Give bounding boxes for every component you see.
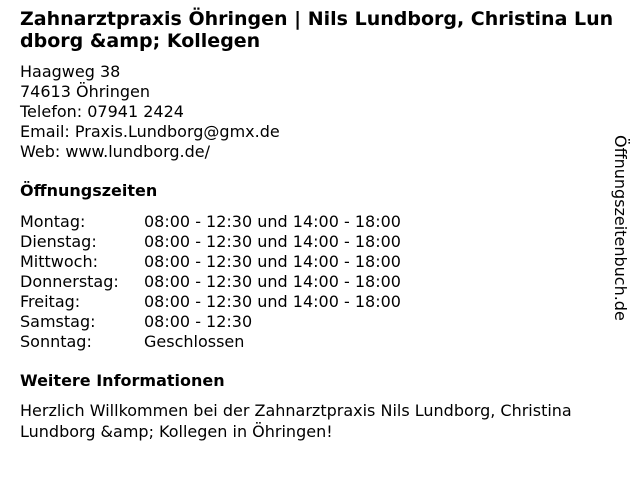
hours-day: Freitag: <box>20 292 81 311</box>
hours-day: Sonntag: <box>20 332 92 351</box>
hours-day: Mittwoch: <box>20 252 98 271</box>
hours-time: 08:00 - 12:30 und 14:00 - 18:00 <box>144 212 401 231</box>
further-info-heading: Weitere Informationen <box>20 371 225 390</box>
hours-day: Samstag: <box>20 312 96 331</box>
opening-hours-table <box>20 212 401 352</box>
hours-time: 08:00 - 12:30 <box>144 312 253 331</box>
page-content <box>20 8 622 442</box>
opening-hours-heading: Öffnungszeiten <box>20 181 158 200</box>
hours-row <box>20 232 401 252</box>
hours-time: 08:00 - 12:30 und 14:00 - 18:00 <box>144 232 401 251</box>
further-info-text: Herzlich Willkommen bei der Zahnarztpraxis Nils Lundborg, Christina Lundborg &amp; Kollegen in Öhringen! <box>20 401 572 441</box>
address-street: Haagweg 38 <box>20 62 121 81</box>
hours-row <box>20 212 401 232</box>
hours-time: 08:00 - 12:30 und 14:00 - 18:00 <box>144 272 401 291</box>
hours-row <box>20 252 401 272</box>
email-line: Email: Praxis.Lundborg@gmx.de <box>20 122 280 141</box>
web-line: Web: www.lundborg.de/ <box>20 142 210 161</box>
phone-line: Telefon: 07941 2424 <box>20 102 184 121</box>
hours-row <box>20 312 401 332</box>
page-title: Zahnarztpraxis Öhringen | Nils Lundborg, Christina Lundborg &amp; Kollegen <box>20 8 614 52</box>
brand-watermark: Öffnungszeitenbuch.de <box>611 135 630 321</box>
address-city: 74613 Öhringen <box>20 82 151 101</box>
hours-day: Montag: <box>20 212 86 231</box>
hours-day: Donnerstag: <box>20 272 119 291</box>
address-block <box>20 62 622 162</box>
hours-time: Geschlossen <box>144 332 245 351</box>
hours-time: 08:00 - 12:30 und 14:00 - 18:00 <box>144 252 401 271</box>
hours-row <box>20 332 401 352</box>
hours-row <box>20 292 401 312</box>
hours-time: 08:00 - 12:30 und 14:00 - 18:00 <box>144 292 401 311</box>
hours-day: Dienstag: <box>20 232 97 251</box>
hours-row <box>20 272 401 292</box>
